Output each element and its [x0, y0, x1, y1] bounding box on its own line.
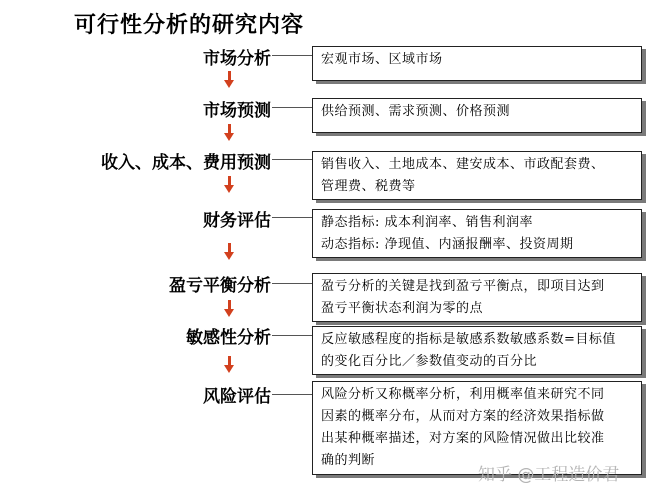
- box-text-line: 供给预测、需求预测、价格预测: [321, 104, 511, 119]
- box-text-line: 管理费、税费等: [321, 179, 416, 194]
- step-box-market-analysis: [312, 46, 642, 81]
- step-label-revenue-cost-forecast: 收入、成本、费用预测: [101, 153, 271, 173]
- step-box-financial-evaluation: [312, 209, 642, 258]
- watermark-text: 知乎 @工程造价君: [478, 465, 620, 485]
- box-text-line: 宏观市场、区域市场: [321, 52, 443, 67]
- step-box-market-forecast: [312, 98, 642, 133]
- connector-line: [272, 394, 312, 395]
- step-label-risk-evaluation: 风险评估: [203, 387, 271, 407]
- connector-line: [272, 335, 312, 336]
- step-box-breakeven-analysis: [312, 273, 642, 322]
- box-text-line: 盈亏平衡状态利润为零的点: [321, 301, 484, 316]
- step-label-breakeven-analysis: 盈亏平衡分析: [169, 276, 271, 296]
- connector-line: [272, 55, 312, 56]
- step-label-market-forecast: 市场预测: [203, 101, 271, 121]
- box-text-line: 出某种概率描述，对方案的风险情况做出比较准: [321, 431, 605, 446]
- box-text-line: 风险分析又称概率分析，利用概率值来研究不同: [321, 387, 605, 402]
- box-text-line: 确的判断: [321, 453, 376, 468]
- connector-line: [272, 159, 312, 160]
- box-text-line: 销售收入、土地成本、建安成本、市政配套费、: [321, 157, 605, 172]
- step-box-revenue-cost-forecast: [312, 151, 642, 200]
- diagram-title: 可行性分析的研究内容: [74, 12, 305, 38]
- box-text-line: 盈亏分析的关键是找到盈亏平衡点，即项目达到: [321, 279, 605, 294]
- box-text-line: 反应敏感程度的指标是敏感系数敏感系数=目标值: [321, 332, 616, 347]
- connector-line: [272, 107, 312, 108]
- box-text-line: 的变化百分比／参数值变动的百分比: [321, 354, 538, 369]
- box-text-line: 因素的概率分布，从而对方案的经济效果指标做: [321, 409, 605, 424]
- box-text-line: 静态指标: 成本利润率、销售利润率: [321, 215, 534, 230]
- connector-line: [272, 283, 312, 284]
- box-text-line: 动态指标: 净现值、内涵报酬率、投资周期: [321, 237, 574, 252]
- step-box-sensitivity-analysis: [312, 326, 642, 375]
- step-label-market-analysis: 市场分析: [203, 49, 271, 69]
- step-label-financial-evaluation: 财务评估: [203, 211, 271, 231]
- connector-line: [272, 217, 312, 218]
- step-label-sensitivity-analysis: 敏感性分析: [186, 328, 271, 348]
